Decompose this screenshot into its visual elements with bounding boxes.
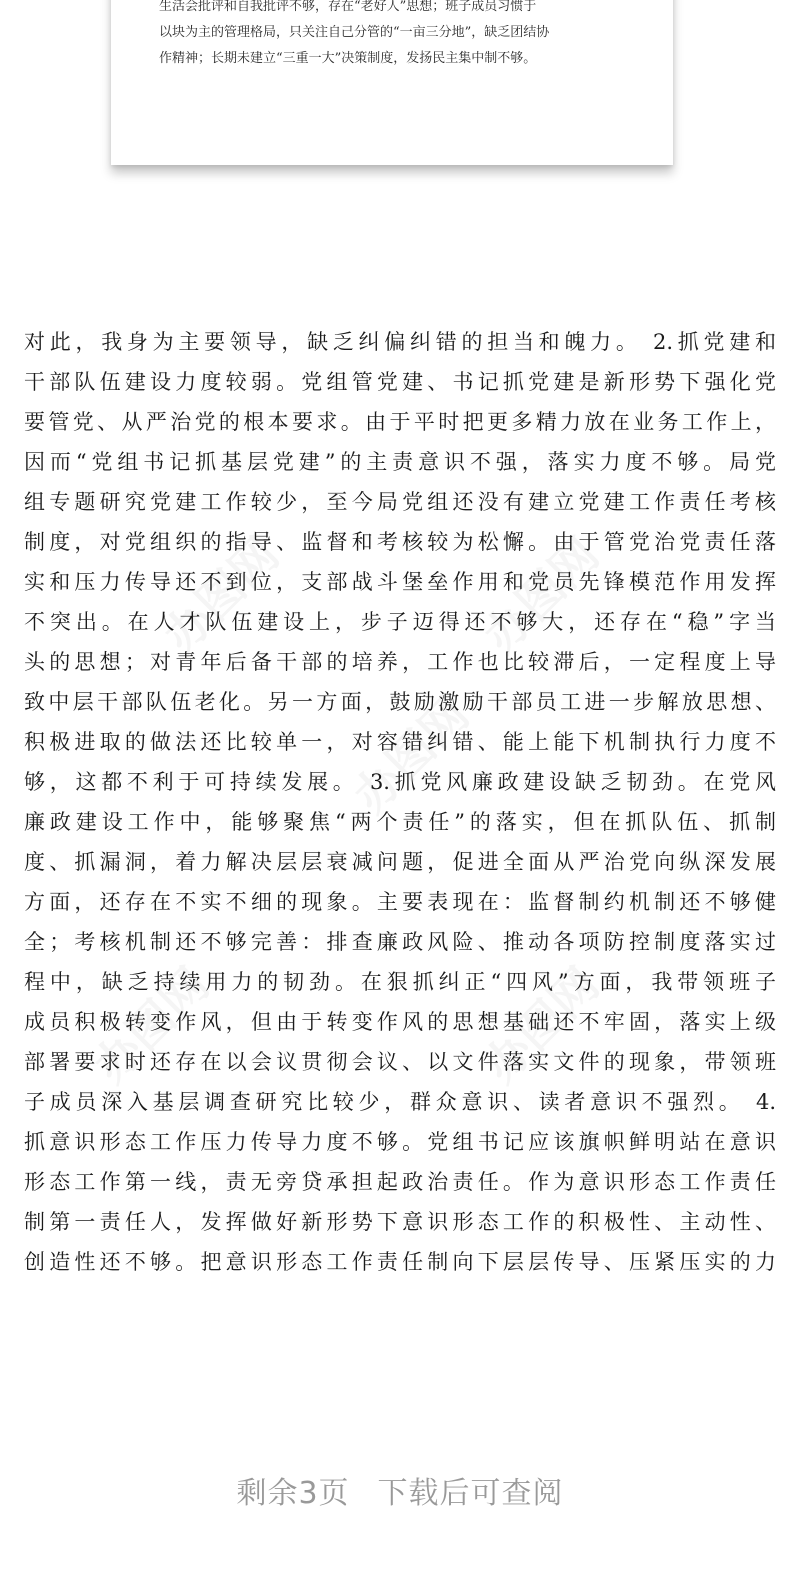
body-line: 致中层干部队伍老化。另一方面，鼓励激励干部员工进一步解放思想、 bbox=[24, 690, 776, 714]
body-line: 实和压力传导还不到位，支部战斗堡垒作用和党员先锋模范作用发挥 bbox=[24, 570, 776, 594]
body-line: 积极进取的做法还比较单一，对容错纠错、能上能下机制执行力度不 bbox=[24, 730, 776, 754]
watermark: 办图网 bbox=[473, 957, 610, 1094]
remaining-pages-text: 剩余3页 bbox=[236, 1476, 350, 1511]
body-line: 组专题研究党建工作较少，至今局党组还没有建立党建工作责任考核 bbox=[24, 490, 776, 514]
preview-line: 生活会批评和自我批评不够，存在“老好人”思想；班子成员习惯于 bbox=[159, 0, 537, 14]
preview-card-text bbox=[159, 0, 639, 72]
preview-line: 以块为主的管理格局，只关注自己分管的“一亩三分地”，缺乏团结协 bbox=[159, 25, 550, 40]
body-line: 成员积极转变作风，但由于转变作风的思想基础还不牢固，落实上级 bbox=[24, 1010, 776, 1034]
body-line: 头的思想；对青年后备干部的培养，工作也比较滞后，一定程度上导 bbox=[24, 650, 776, 674]
body-line: 制第一责任人，发挥做好新形势下意识形态工作的积极性、主动性、 bbox=[24, 1210, 776, 1234]
watermark: 办图网 bbox=[343, 687, 480, 824]
body-line: 要管党、从严治党的根本要求。由于平时把更多精力放在业务工作上， bbox=[24, 410, 776, 434]
watermark: 办图网 bbox=[473, 527, 610, 664]
download-notice[interactable] bbox=[0, 1468, 800, 1512]
body-line: 干部队伍建设力度较弱。党组管党建、书记抓党建是新形势下强化党 bbox=[24, 370, 776, 394]
body-line: 全；考核机制还不够完善：排查廉政风险、推动各项防控制度落实过 bbox=[24, 930, 776, 954]
body-line: 子成员深入基层调查研究比较少，群众意识、读者意识不强烈。 4. bbox=[24, 1090, 776, 1114]
body-line: 不突出。在人才队伍建设上，步子迈得还不够大，还存在“稳”字当 bbox=[24, 610, 776, 634]
download-to-view-text: 下载后可查阅 bbox=[377, 1476, 564, 1511]
preview-card bbox=[111, 0, 673, 165]
document-body bbox=[24, 322, 776, 1282]
body-line: 对此，我身为主要领导，缺乏纠偏纠错的担当和魄力。 2.抓党建和 bbox=[24, 330, 776, 354]
body-line: 因而“党组书记抓基层党建”的主责意识不强，落实力度不够。局党 bbox=[24, 450, 776, 474]
body-line: 制度，对党组织的指导、监督和考核较为松懈。由于管党治党责任落 bbox=[24, 530, 776, 554]
body-line: 廉政建设工作中，能够聚焦“两个责任”的落实，但在抓队伍、抓制 bbox=[24, 810, 776, 834]
body-line: 抓意识形态工作压力传导力度不够。党组书记应该旗帜鲜明站在意识 bbox=[24, 1130, 776, 1154]
body-line: 程中，缺乏持续用力的韧劲。在狠抓纠正“四风”方面，我带领班子 bbox=[24, 970, 776, 994]
body-line: 创造性还不够。把意识形态工作责任制向下层层传导、压紧压实的力 bbox=[24, 1250, 776, 1274]
body-line: 方面，还存在不实不细的现象。主要表现在：监督制约机制还不够健 bbox=[24, 890, 776, 914]
body-line: 形态工作第一线，责无旁贷承担起政治责任。作为意识形态工作责任 bbox=[24, 1170, 776, 1194]
body-line: 够，这都不利于可持续发展。 3.抓党风廉政建设缺乏韧劲。在党风 bbox=[24, 770, 776, 794]
body-line: 度、抓漏洞，着力解决层层衰减问题，促进全面从严治党向纵深发展 bbox=[24, 850, 776, 874]
preview-line: 作精神；长期未建立“三重一大”决策制度，发扬民主集中制不够。 bbox=[159, 51, 537, 66]
watermark: 办图网 bbox=[153, 527, 290, 664]
body-line: 部署要求时还存在以会议贯彻会议、以文件落实文件的现象，带领班 bbox=[24, 1050, 776, 1074]
watermark: 办图网 bbox=[83, 957, 220, 1094]
